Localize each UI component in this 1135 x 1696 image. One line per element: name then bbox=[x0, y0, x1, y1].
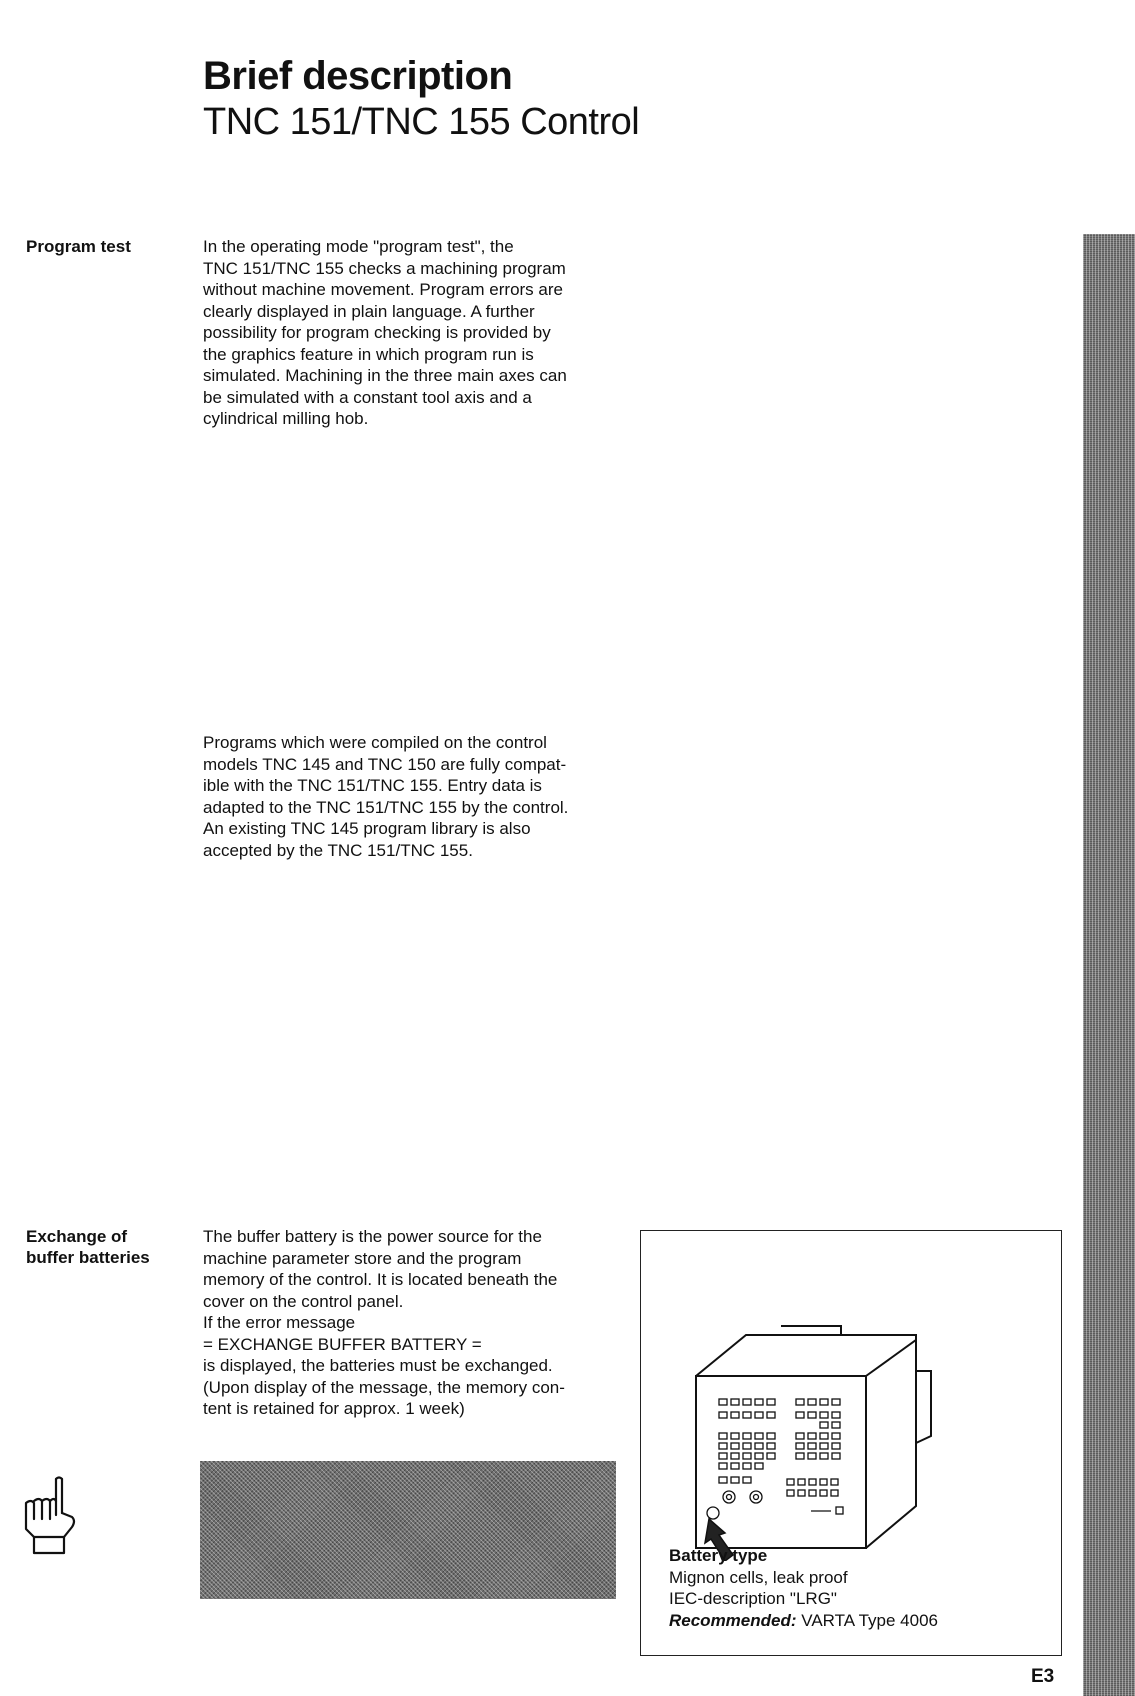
battery-figure bbox=[640, 1230, 1062, 1656]
text-line: cylindrical milling hob. bbox=[203, 409, 369, 428]
text-line: is displayed, the batteries must be exchanged. bbox=[203, 1356, 553, 1375]
text-line: cover on the control panel. bbox=[203, 1291, 404, 1311]
text-line: tent is retained for approx. 1 week) bbox=[203, 1399, 465, 1418]
text-line: An existing TNC 145 program library is also bbox=[203, 819, 531, 838]
pointing-hand-icon bbox=[20, 1475, 84, 1557]
control-unit-illustration bbox=[691, 1271, 1031, 1561]
text-line: The buffer battery is the power source for the bbox=[203, 1227, 542, 1246]
text-line: the graphics feature in which program run is bbox=[203, 344, 534, 364]
page-edge-stripe bbox=[1083, 234, 1135, 1696]
text-line: possibility for program checking is provided by bbox=[203, 323, 551, 342]
text-line: simulated. Machining in the three main axes can bbox=[203, 366, 567, 385]
text-line: In the operating mode "program test", the bbox=[203, 237, 514, 256]
text-line: without machine movement. Program errors are bbox=[203, 280, 563, 299]
label-line: Exchange of bbox=[26, 1227, 128, 1246]
text-line: If the error message bbox=[203, 1313, 356, 1332]
text-line: memory of the control. It is located beneath the bbox=[203, 1270, 558, 1289]
label-line: buffer batteries bbox=[26, 1248, 150, 1267]
battery-spec-line: IEC-description "LRG" bbox=[669, 1589, 837, 1608]
text-line: be simulated with a constant tool axis and a bbox=[203, 387, 532, 407]
program-test-paragraph-1 bbox=[203, 236, 613, 430]
text-line: TNC 151/TNC 155 checks a machining program bbox=[203, 258, 566, 278]
text-line: = EXCHANGE BUFFER BATTERY = bbox=[203, 1334, 482, 1354]
page-number: E3 bbox=[1031, 1666, 1055, 1687]
text-line: adapted to the TNC 151/TNC 155 by the control. bbox=[203, 797, 569, 817]
text-line: ible with the TNC 151/TNC 155. Entry data is bbox=[203, 776, 542, 795]
page-subtitle: TNC 151/TNC 155 Control bbox=[203, 101, 640, 143]
section-label-program-test: Program test bbox=[26, 237, 131, 256]
page-title: Brief description bbox=[203, 54, 513, 98]
recommended-value: VARTA Type 4006 bbox=[796, 1610, 938, 1630]
text-line: machine parameter store and the program bbox=[203, 1248, 522, 1268]
text-line: clearly displayed in plain language. A further bbox=[203, 301, 535, 321]
program-test-paragraph-2 bbox=[203, 732, 613, 861]
section-label-exchange bbox=[26, 1226, 150, 1268]
text-line: (Upon display of the message, the memory con- bbox=[203, 1377, 565, 1397]
obscured-warning-box bbox=[200, 1461, 616, 1599]
battery-type-heading: Battery type bbox=[669, 1546, 768, 1565]
battery-recommendation bbox=[669, 1610, 938, 1632]
keypad-grid bbox=[707, 1399, 843, 1519]
text-line: accepted by the TNC 151/TNC 155. bbox=[203, 840, 473, 860]
exchange-paragraph bbox=[203, 1226, 613, 1420]
text-line: Programs which were compiled on the control bbox=[203, 733, 547, 752]
text-line: models TNC 145 and TNC 150 are fully compat- bbox=[203, 754, 567, 774]
battery-spec-line: Mignon cells, leak proof bbox=[669, 1567, 848, 1587]
battery-caption bbox=[669, 1545, 938, 1631]
recommended-label: Recommended: bbox=[669, 1610, 797, 1630]
